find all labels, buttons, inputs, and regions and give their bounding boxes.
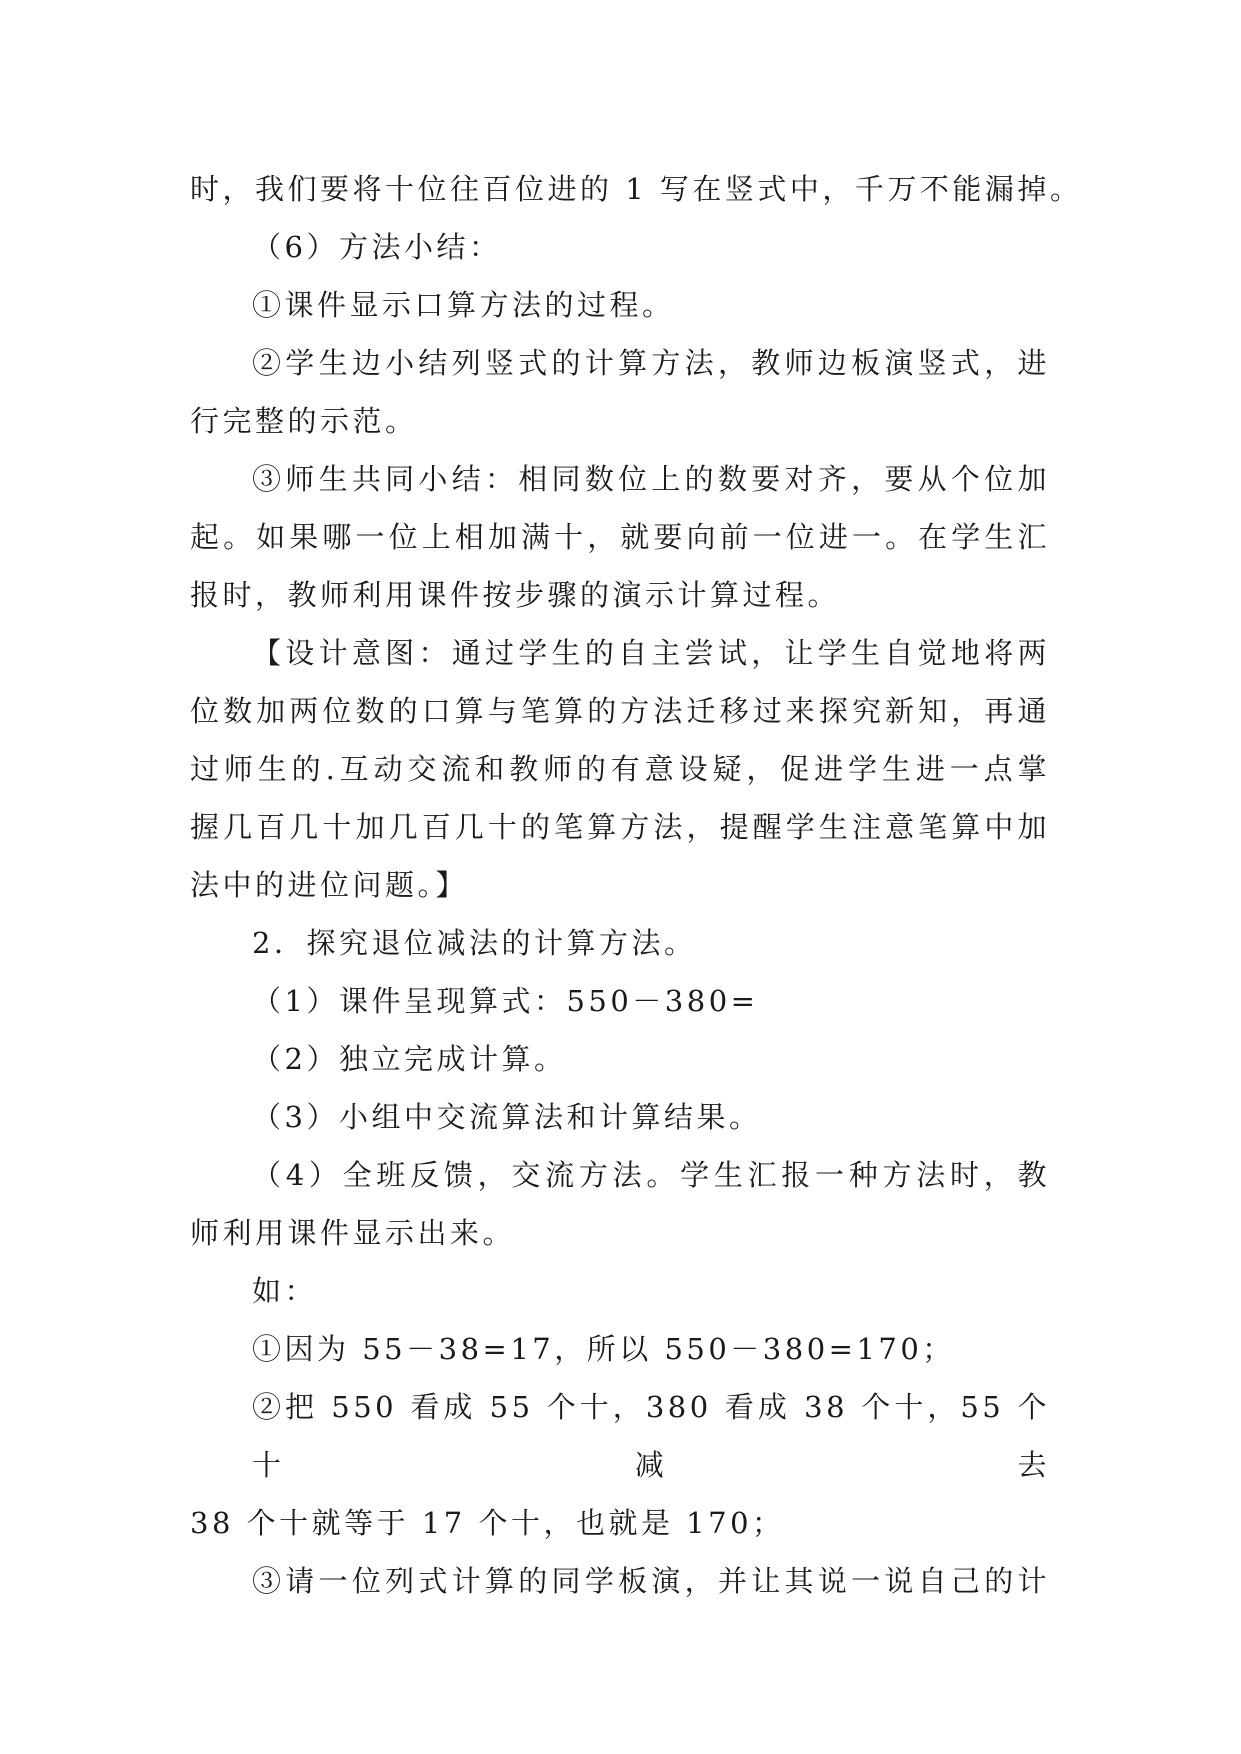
text-line: ②学生边小结列竖式的计算方法，教师边板演竖式，进 [252,346,1050,380]
paragraph-13 [190,1320,1050,1378]
paragraph-5 [190,450,1050,624]
text-line: 行完整的示范。 [190,404,418,438]
paragraph-14 [190,1378,1050,1552]
document-body [190,160,1083,1610]
paragraph-1 [190,160,1083,218]
text-line: （4）全班反馈，交流方法。学生汇报一种方法时，教 [252,1158,1050,1192]
text-line: ②把 550 看成 55 个十，380 看成 38 个十，55 个十减去 [252,1390,1050,1482]
text-line: 报时，教师利用课件按步骤的演示计算过程。 [190,578,841,612]
text-line: 38 个十就等于 17 个十，也就是 170； [190,1506,785,1540]
paragraph-10 [190,1088,1050,1146]
text-line: （2）独立完成计算。 [252,1042,567,1076]
paragraph-7 [190,914,1050,972]
text-line: （1）课件呈现算式：550－380= [252,984,759,1018]
text-line: ③师生共同小结：相同数位上的数要对齐，要从个位加 [252,462,1050,496]
text-line: （6）方法小结： [252,230,502,264]
paragraph-6 [190,624,1050,914]
paragraph-2 [190,218,1050,276]
text-line: 握几百几十加几百几十的笔算方法，提醒学生注意笔算中加 [190,810,1050,844]
paragraph-3 [190,276,1050,334]
text-line: 时，我们要将十位往百位进的 1 写在竖式中，千万不能漏掉。 [190,172,1083,206]
text-line: （3）小组中交流算法和计算结果。 [252,1100,762,1134]
text-line: 2．探究退位减法的计算方法。 [252,926,697,960]
text-line: ①课件显示口算方法的过程。 [252,288,675,322]
paragraph-11 [190,1146,1050,1262]
text-line: 如： [252,1274,318,1308]
text-line: 位数加两位数的口算与笔算的方法迁移过来探究新知，再通 [190,694,1050,728]
paragraph-4 [190,334,1050,450]
text-line: 师利用课件显示出来。 [190,1216,516,1250]
text-line: 法中的进位问题。】 [190,868,469,902]
text-line: 过师生的.互动交流和教师的有意设疑，促进学生进一点掌 [190,752,1050,786]
paragraph-12 [190,1262,1050,1320]
text-line: ①因为 55－38=17，所以 550－380=170； [252,1332,955,1366]
text-line: ③请一位列式计算的同学板演，并让其说一说自己的计 [252,1564,1050,1598]
paragraph-15 [190,1552,1050,1610]
paragraph-8 [190,972,1050,1030]
text-line: 起。如果哪一位上相加满十，就要向前一位进一。在学生汇 [190,520,1050,554]
paragraph-9 [190,1030,1050,1088]
text-line: 【设计意图：通过学生的自主尝试，让学生自觉地将两 [252,636,1050,670]
